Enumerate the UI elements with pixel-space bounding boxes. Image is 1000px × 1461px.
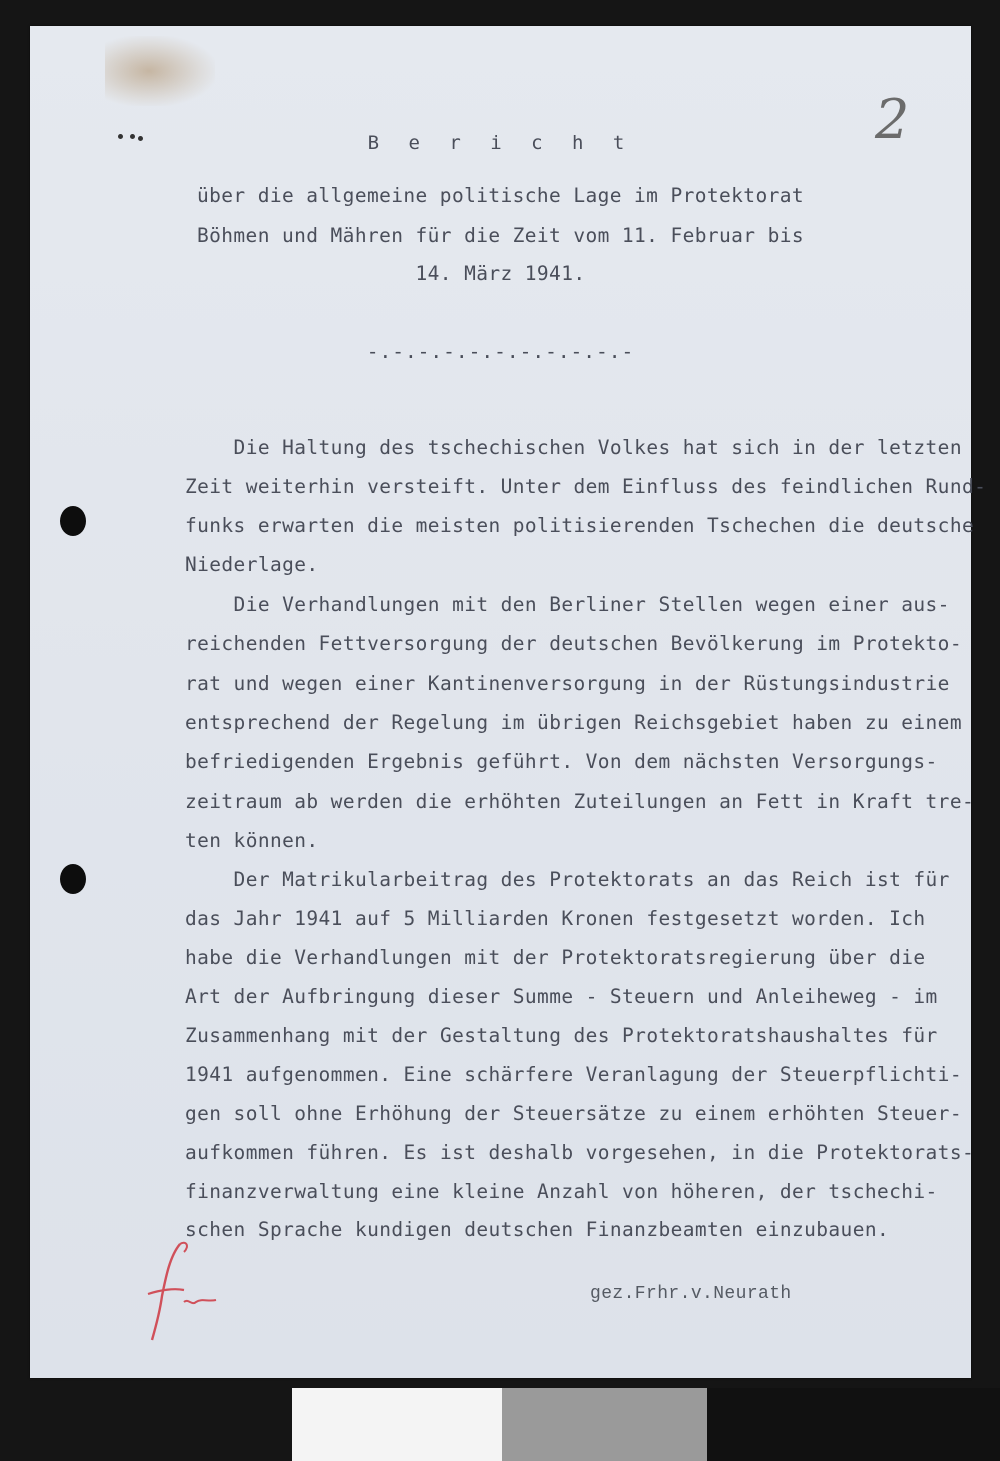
body-line: das Jahr 1941 auf 5 Milliarden Kronen festgesetzt worden. Ich <box>185 907 926 930</box>
subtitle-line-2: Böhmen und Mähren für die Zeit vom 11. Februar bis <box>197 224 804 247</box>
body-line: aufkommen führen. Es ist deshalb vorgesehen, in die Protektorats- <box>185 1141 975 1164</box>
document-title: B e r i c h t <box>367 132 634 154</box>
body-line: ten können. <box>185 829 319 852</box>
separator-line: -.-.-.-.-.-.-.-.-.-.- <box>366 340 635 363</box>
body-line: Zeit weiterhin versteift. Unter dem Einfluss des feindlichen Rund- <box>185 475 987 498</box>
signature-line: gez.Frhr.v.Neurath <box>590 1284 792 1304</box>
red-pencil-initial <box>140 1236 230 1346</box>
body-line: befriedigenden Ergebnis geführt. Von dem nächsten Versorgungs- <box>185 750 938 773</box>
body-line: Niederlage. <box>185 553 319 576</box>
body-line: Die Verhandlungen mit den Berliner Stellen wegen einer aus- <box>185 593 950 616</box>
body-line: funks erwarten die meisten politisierenden Tschechen die deutsche <box>185 514 975 537</box>
body-line: gen soll ohne Erhöhung der Steuersätze zu einem erhöhten Steuer- <box>185 1102 962 1125</box>
calibration-strip-white <box>292 1388 502 1461</box>
page-number-text: 2 <box>875 88 910 151</box>
subtitle-line-1: über die allgemeine politische Lage im Protektorat <box>197 184 804 207</box>
body-line: Die Haltung des tschechischen Volkes hat sich in der letzten <box>185 436 962 459</box>
paper-stain <box>105 36 215 106</box>
body-line: Der Matrikularbeitrag des Protektorats an das Reich ist für <box>185 868 950 891</box>
calibration-strip-gray <box>502 1388 707 1461</box>
document-page <box>30 26 987 1378</box>
punch-hole <box>60 506 86 536</box>
body-line: Zusammenhang mit der Gestaltung des Protektoratshaushaltes für <box>185 1024 938 1047</box>
body-line: entsprechend der Regelung im übrigen Reichsgebiet haben zu einem <box>185 711 962 734</box>
subtitle-line-3: 14. März 1941. <box>415 262 586 285</box>
body-line: rat und wegen einer Kantinenversorgung in der Rüstungsindustrie <box>185 672 950 695</box>
body-line: schen Sprache kundigen deutschen Finanzbeamten einzubauen. <box>185 1218 890 1241</box>
body-line: 1941 aufgenommen. Eine schärfere Veranlagung der Steuerpflichti- <box>185 1063 962 1086</box>
body-line: Art der Aufbringung dieser Summe - Steuern und Anleiheweg - im <box>185 985 938 1008</box>
body-line: finanzverwaltung eine kleine Anzahl von höheren, der tschechi- <box>185 1180 938 1203</box>
calibration-strip-black <box>707 1388 1000 1461</box>
body-line: reichenden Fettversorgung der deutschen Bevölkerung im Protekto- <box>185 632 962 655</box>
body-line: habe die Verhandlungen mit der Protektoratsregierung über die <box>185 946 926 969</box>
body-line: zeitraum ab werden die erhöhten Zuteilungen an Fett in Kraft tre- <box>185 790 975 813</box>
punch-hole <box>60 864 86 894</box>
